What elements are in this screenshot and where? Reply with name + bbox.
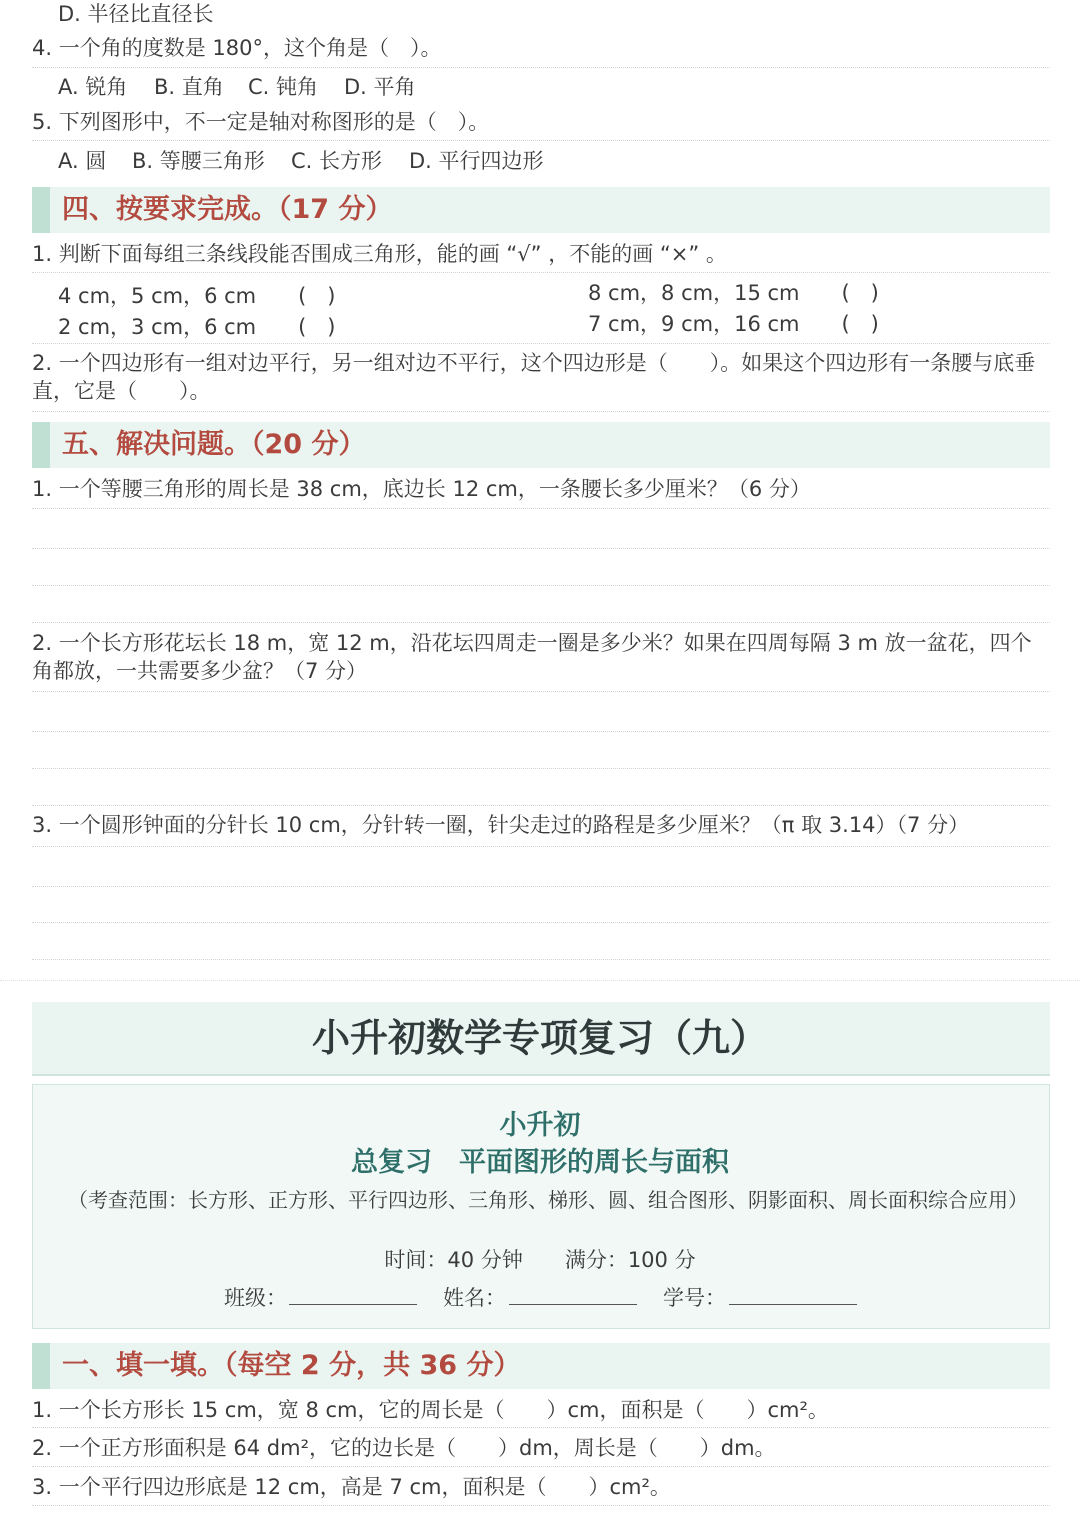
answer-line: [32, 846, 1050, 847]
answer-line: [32, 548, 1050, 549]
answer-line: [32, 622, 1050, 623]
class-label: 班级：: [224, 1286, 287, 1310]
q4-option-d: D. 平角: [344, 75, 416, 99]
divider: [32, 1466, 1050, 1467]
exam-scope: （考查范围：长方形、正方形、平行四边形、三角形、梯形、圆、组合图形、阴影面积、周长面积综合应用）: [68, 1188, 1028, 1212]
question-4: 4. 一个角的度数是 180°，这个角是（ ）。: [32, 36, 442, 60]
section5-question-3: 3. 一个圆形钟面的分针长 10 cm，分针转一圈，针尖走过的路程是多少厘米？（π 取 3.14）（7 分）: [32, 813, 970, 837]
triangle-item: 4 cm，5 cm，6 cm ( ): [58, 284, 336, 308]
divider: [32, 1505, 1050, 1506]
page-separator: [0, 980, 1080, 981]
fill-question-3: 3. 一个平行四边形底是 12 cm，高是 7 cm，面积是（ ）cm²。: [32, 1475, 671, 1499]
subtitle-2: 总复习 平面图形的周长与面积: [351, 1147, 729, 1178]
answer-line: [32, 959, 1050, 960]
triangle-item: 7 cm，9 cm，16 cm ( ): [588, 312, 879, 336]
section5-question-1: 1. 一个等腰三角形的周长是 38 cm，底边长 12 cm，一条腰长多少厘米？（6 分）: [32, 477, 811, 501]
q5-option-d: D. 平行四边形: [409, 149, 544, 173]
q4-option-c: C. 钝角: [248, 75, 319, 99]
q5-option-b: B. 等腰三角形: [132, 149, 265, 173]
page-title: 小升初数学专项复习（九）: [311, 1016, 768, 1060]
name-label: 姓名：: [443, 1286, 506, 1310]
triangle-item: 8 cm，8 cm，15 cm ( ): [588, 281, 879, 305]
section4-question-1: 1. 判断下面每组三条线段能否围成三角形，能的画 “√” ，不能的画 “×” 。: [32, 242, 727, 266]
divider: [32, 343, 1050, 344]
question-5: 5. 下列图形中，不一定是轴对称图形的是（ ）。: [32, 110, 490, 134]
q5-option-a: A. 圆: [58, 149, 107, 173]
answer-line: [32, 508, 1050, 509]
option-d-prev: D. 半径比直径长: [58, 2, 214, 26]
section4-question-2: 2. 一个四边形有一组对边平行，另一组对边不平行，这个四边形是（ ）。如果这个四边形有一条腰与底垂直，它是（ ）。: [32, 351, 1036, 403]
fill-question-2: 2. 一个正方形面积是 64 dm²，它的边长是（ ）dm，周长是（ ）dm。: [32, 1436, 776, 1460]
answer-line: [32, 731, 1050, 732]
answer-line: [32, 886, 1050, 887]
answer-line: [32, 805, 1050, 806]
divider: [32, 67, 1050, 68]
answer-line: [32, 585, 1050, 586]
answer-line: [32, 922, 1050, 923]
q4-option-a: A. 锐角: [58, 75, 128, 99]
answer-line: [32, 768, 1050, 769]
student-id-label: 学号：: [663, 1286, 726, 1310]
fill-question-1: 1. 一个长方形长 15 cm，宽 8 cm，它的周长是（ ）cm，面积是（ ）cm²。: [32, 1398, 829, 1422]
triangle-item: 2 cm，3 cm，6 cm ( ): [58, 315, 336, 339]
time-and-score: 时间：40 分钟 满分：100 分: [384, 1248, 696, 1272]
section-5-title: 五、解决问题。（20 分）: [62, 429, 366, 460]
section-1-title: 一、填一填。（每空 2 分，共 36 分）: [62, 1350, 521, 1381]
divider: [32, 140, 1050, 141]
name-field[interactable]: [509, 1304, 637, 1305]
answer-line: [32, 691, 1050, 692]
q4-option-b: B. 直角: [154, 75, 224, 99]
section5-question-2: 2. 一个长方形花坛长 18 m，宽 12 m，沿花坛四周走一圈是多少米？如果在四周每隔 3 m 放一盆花，四个角都放，一共需要多少盆？（7 分）: [32, 631, 1032, 683]
divider: [32, 1427, 1050, 1428]
divider: [32, 272, 1050, 273]
q5-option-c: C. 长方形: [291, 149, 383, 173]
student-id-field[interactable]: [729, 1304, 857, 1305]
section-4-title: 四、按要求完成。（17 分）: [62, 194, 393, 225]
subtitle-1: 小升初: [499, 1110, 581, 1141]
class-field[interactable]: [289, 1304, 417, 1305]
divider: [32, 411, 1050, 412]
